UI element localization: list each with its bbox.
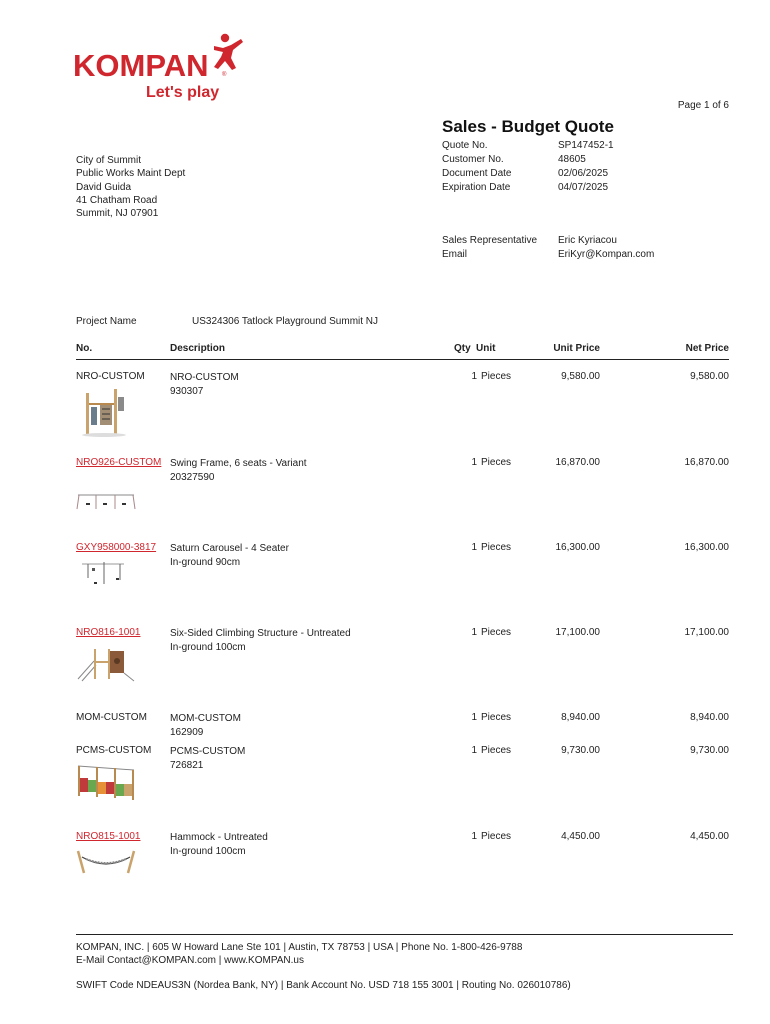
item-desc-line1: Saturn Carousel - 4 Seater [170,543,289,554]
item-net-price: 9,580.00 [690,371,729,382]
sales-rep-value: Eric Kyriacou [558,235,617,246]
email-row [442,248,654,262]
quote-meta [442,139,614,195]
item-desc-line1: Six-Sided Climbing Structure - Untreated [170,628,351,639]
item-unit: Pieces [481,542,512,553]
item-desc-line2: 162909 [170,726,204,738]
item-unit-price: 16,870.00 [555,457,600,468]
svg-text:®: ® [222,72,227,78]
hammock-image [76,847,138,877]
col-no: No. [76,343,93,354]
document-date-label: Document Date [442,168,512,179]
project-row [76,316,378,327]
expiration-date-label: Expiration Date [442,182,511,193]
climbing-structure-image [76,643,136,683]
address-line: Public Works Maint Dept [76,168,186,180]
item-description [170,745,245,772]
item-qty: 1 [471,712,477,723]
address-line: David Guida [76,181,132,193]
table-header [76,343,729,360]
item-description [170,831,268,858]
quote-no-value: SP147452-1 [558,140,614,151]
item-net-price: 16,870.00 [684,457,729,468]
footer-company-info: KOMPAN, INC. | 605 W Howard Lane Ste 101 | Austin, TX 78753 | USA | Phone No. 1-800-426-9788 [76,942,523,953]
play-wall-image [76,762,138,802]
item-no-link[interactable]: NRO815-1001 [76,831,141,842]
item-description [170,457,307,484]
item-description [170,712,241,739]
item-description [170,627,351,654]
expiration-date-row [442,181,614,195]
item-description [170,542,289,569]
swing-frame-image [76,491,136,511]
item-net-price: 8,940.00 [690,712,729,723]
customer-address [76,154,185,220]
item-no-link[interactable]: NRO816-1001 [76,627,141,638]
footer-bank-info: SWIFT Code NDEAUS3N (Nordea Bank, NY) | Bank Account No. USD 718 155 3001 | Routing No. 026010786) [76,980,571,991]
col-unit: Unit [476,343,496,354]
kompan-logo-graphic [73,32,248,102]
item-no-link[interactable]: NRO926-CUSTOM [76,457,162,468]
item-desc-line2: 930307 [170,385,204,397]
sales-rep-block [442,234,654,261]
quote-no-label: Quote No. [442,140,488,151]
item-unit-price: 4,450.00 [561,831,600,842]
item-unit-price: 17,100.00 [555,627,600,638]
item-qty: 1 [471,627,477,638]
item-net-price: 4,450.00 [690,831,729,842]
document-date-value: 02/06/2025 [558,168,609,179]
item-desc-line1: Swing Frame, 6 seats - Variant [170,458,307,469]
item-desc-line2: In-ground 90cm [170,556,241,568]
customer-no-row [442,153,614,167]
email-value[interactable]: EriKyr@Kompan.com [558,248,655,260]
climbing-tower-image [76,387,132,437]
item-unit: Pieces [481,712,512,723]
address-line: City of Summit [76,155,142,166]
item-unit: Pieces [481,831,512,842]
item-no: NRO-CUSTOM [76,371,145,382]
item-desc-line2: 726821 [170,759,204,771]
item-unit: Pieces [481,457,512,468]
item-unit-price: 8,940.00 [561,712,600,723]
email-label: Email [442,248,468,260]
item-no: PCMS-CUSTOM [76,745,152,756]
col-description: Description [170,343,226,354]
item-unit: Pieces [481,371,512,382]
page-number: Page 1 of 6 [677,100,729,111]
project-name-value: US324306 Tatlock Playground Summit NJ [192,316,379,327]
item-net-price: 16,300.00 [684,542,729,553]
logo-wordmark: KOMPAN [73,48,209,83]
quote-no-row [442,139,614,153]
item-qty: 1 [471,831,477,842]
item-qty: 1 [471,371,477,382]
col-unit-price: Unit Price [553,343,600,354]
item-desc-line1: PCMS-CUSTOM [170,746,246,757]
address-line: 41 Chatham Road [76,194,158,206]
kompan-logo [73,32,248,102]
item-no-link[interactable]: GXY958000-3817 [76,542,157,553]
item-unit-price: 16,300.00 [555,542,600,553]
item-unit-price: 9,730.00 [561,745,600,756]
item-desc-line1: MOM-CUSTOM [170,713,241,724]
item-desc-line1: Hammock - Untreated [170,832,268,843]
item-description [170,371,239,398]
document-title: Sales - Budget Quote [442,117,614,136]
document-date-row [442,167,614,181]
footer-divider [76,934,733,935]
customer-no-value: 48605 [558,154,586,165]
item-qty: 1 [471,745,477,756]
item-net-price: 17,100.00 [684,627,729,638]
logo-tagline: Let's play [146,84,220,101]
item-unit: Pieces [481,627,512,638]
item-desc-line2: In-ground 100cm [170,845,246,857]
item-no: MOM-CUSTOM [76,712,147,723]
expiration-date-value: 04/07/2025 [558,182,609,193]
sales-rep-label: Sales Representative [442,235,538,246]
item-unit-price: 9,580.00 [561,371,600,382]
item-unit: Pieces [481,745,512,756]
item-qty: 1 [471,457,477,468]
item-desc-line2: 20327590 [170,471,215,483]
footer [76,941,522,967]
customer-no-label: Customer No. [442,154,504,165]
sales-rep-row [442,234,654,248]
address-line: Summit, NJ 07901 [76,208,159,220]
footer-contact: E-Mail Contact@KOMPAN.com | www.KOMPAN.us [76,955,304,966]
item-net-price: 9,730.00 [690,745,729,756]
item-desc-line2: In-ground 100cm [170,641,246,653]
carousel-image [76,558,132,588]
col-net-price: Net Price [685,343,729,354]
item-qty: 1 [471,542,477,553]
col-qty: Qty [454,343,471,354]
project-name-label: Project Name [76,316,137,327]
item-desc-line1: NRO-CUSTOM [170,372,239,383]
